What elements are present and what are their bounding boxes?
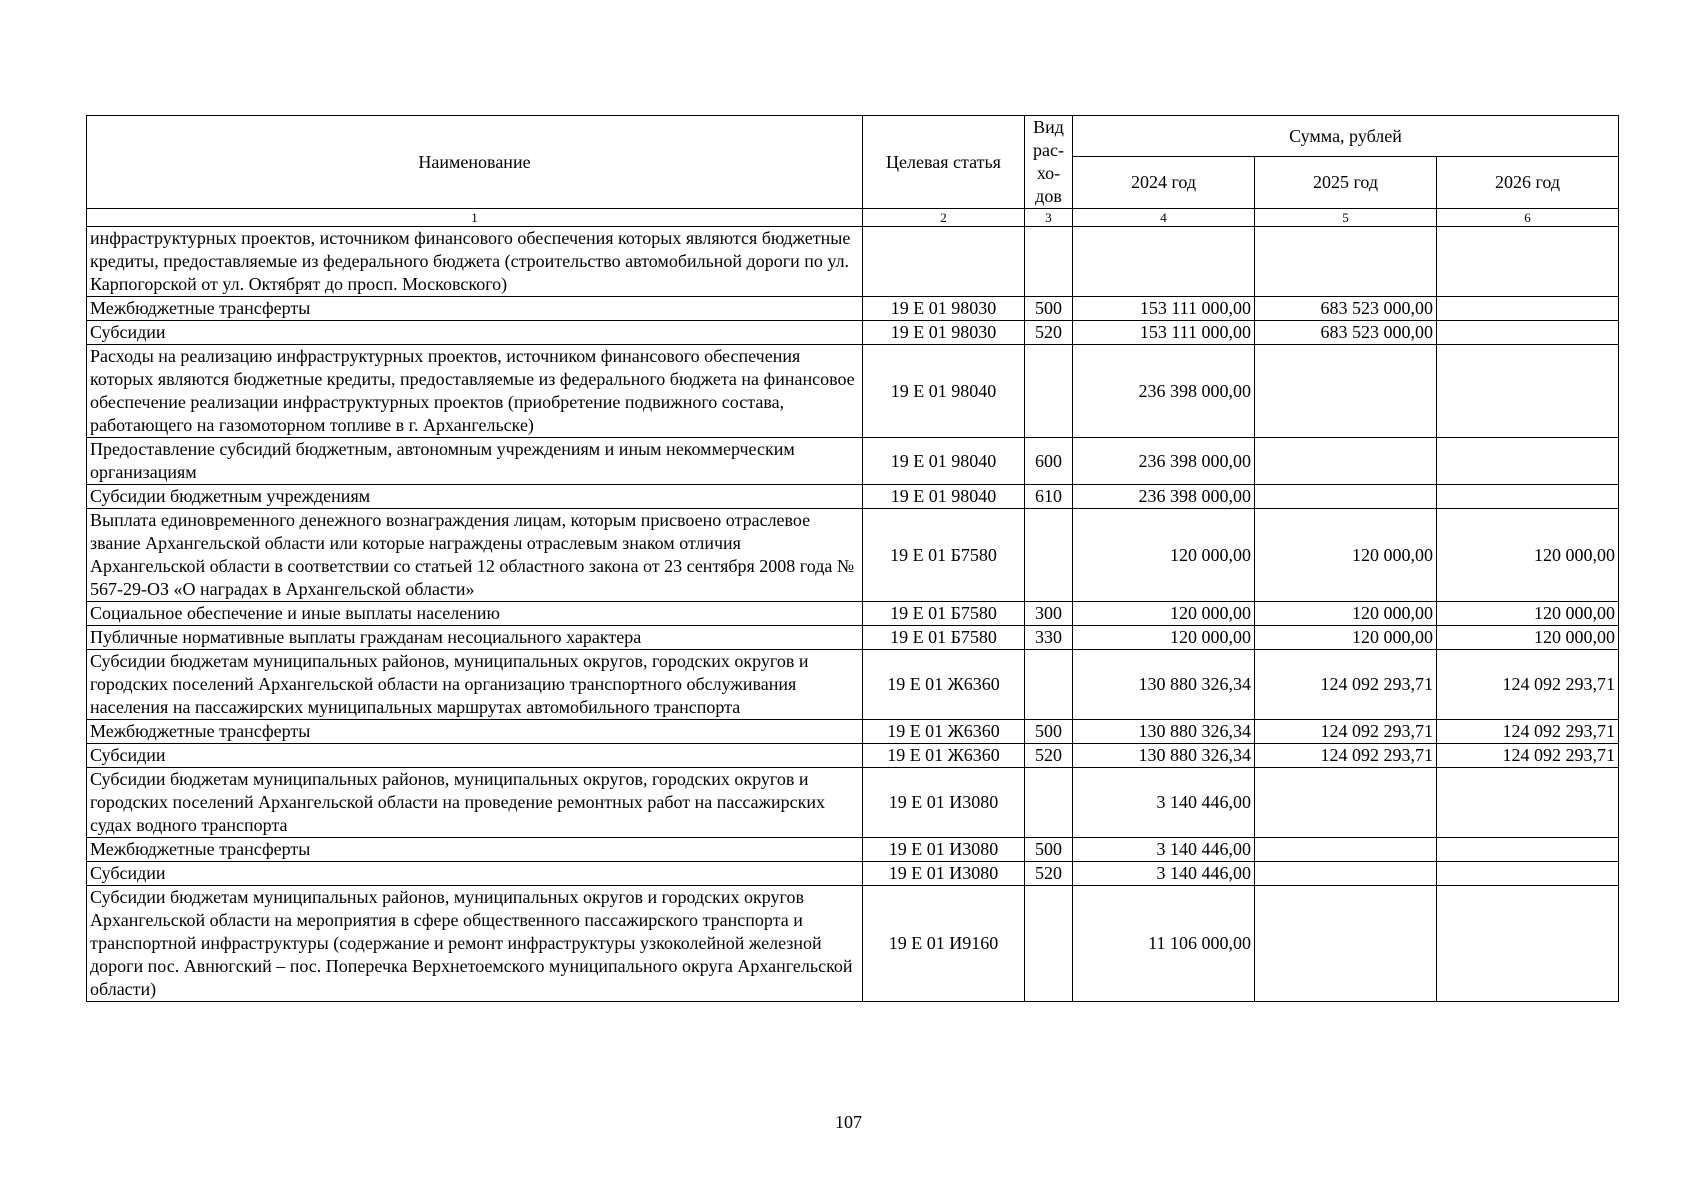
row-sum-2024: 236 398 000,00 <box>1073 345 1255 438</box>
row-name: Субсидии бюджетам муниципальных районов, муниципальных округов и городских округов Архангельской области на мероприятия в сфере общественного пассажирского транспорта и транспортной инфраструктуры (содержание и ремонт инфраструктуры узкоколейной железной дороги пос. Авнюгский – пос. Поперечка Верхнетоемского муниципального округа Архангельской области) <box>87 886 863 1002</box>
row-sum-2024: 236 398 000,00 <box>1073 438 1255 485</box>
row-target-article: 19 Е 01 98040 <box>863 345 1025 438</box>
row-name: Субсидии <box>87 862 863 886</box>
table-body <box>87 227 1619 1002</box>
row-sum-2024: 3 140 446,00 <box>1073 862 1255 886</box>
row-sum-2026: 124 092 293,71 <box>1437 744 1619 768</box>
row-target-article: 19 Е 01 И3080 <box>863 862 1025 886</box>
header-name: Наименование <box>87 116 863 209</box>
row-name: Межбюджетные трансферты <box>87 297 863 321</box>
table-row <box>87 650 1619 720</box>
row-target-article: 19 Е 01 98040 <box>863 485 1025 509</box>
row-expense-type: 500 <box>1025 838 1073 862</box>
row-expense-type: 500 <box>1025 297 1073 321</box>
row-name: Субсидии бюджетам муниципальных районов, муниципальных округов, городских округов и городских поселений Архангельской области на организацию транспортного обслуживания населения на пассажирских муниципальных маршрутах автомобильного транспорта <box>87 650 863 720</box>
row-target-article: 19 Е 01 Б7580 <box>863 602 1025 626</box>
row-sum-2025: 683 523 000,00 <box>1255 321 1437 345</box>
row-expense-type: 500 <box>1025 720 1073 744</box>
row-sum-2024: 120 000,00 <box>1073 602 1255 626</box>
row-sum-2025: 120 000,00 <box>1255 509 1437 602</box>
row-sum-2024: 130 880 326,34 <box>1073 650 1255 720</box>
row-name: Межбюджетные трансферты <box>87 838 863 862</box>
row-expense-type <box>1025 345 1073 438</box>
header-expense-type: Вид рас-хо-дов <box>1025 116 1073 209</box>
table-row <box>87 509 1619 602</box>
row-sum-2025: 124 092 293,71 <box>1255 744 1437 768</box>
row-sum-2024: 130 880 326,34 <box>1073 744 1255 768</box>
row-target-article: 19 Е 01 98040 <box>863 438 1025 485</box>
table-row <box>87 626 1619 650</box>
row-sum-2025 <box>1255 485 1437 509</box>
row-sum-2026: 120 000,00 <box>1437 509 1619 602</box>
row-sum-2024 <box>1073 227 1255 297</box>
row-name: Публичные нормативные выплаты гражданам несоциального характера <box>87 626 863 650</box>
row-sum-2025: 124 092 293,71 <box>1255 720 1437 744</box>
header-year-2026: 2026 год <box>1437 157 1619 209</box>
table-row <box>87 744 1619 768</box>
row-name: Субсидии <box>87 744 863 768</box>
column-number-row <box>87 209 1619 227</box>
row-sum-2026 <box>1437 438 1619 485</box>
row-name: Расходы на реализацию инфраструктурных проектов, источником финансового обеспечения которых являются бюджетные кредиты, предоставляемые из федерального бюджета на финансовое обеспечение реализации инфраструктурных проектов (приобретение подвижного состава, работающего на газомоторном топливе в г. Архангельске) <box>87 345 863 438</box>
column-number: 3 <box>1025 209 1073 227</box>
row-expense-type: 520 <box>1025 862 1073 886</box>
table-row <box>87 485 1619 509</box>
row-name: Выплата единовременного денежного вознаграждения лицам, которым присвоено отраслевое звание Архангельской области или которые награждены отраслевым знаком отличия Архангельской области в соответствии со статьей 12 областного закона от 23 сентября 2008 года № 567-29-ОЗ «О наградах в Архангельской области» <box>87 509 863 602</box>
table-row <box>87 768 1619 838</box>
row-sum-2025 <box>1255 345 1437 438</box>
header-year-2024: 2024 год <box>1073 157 1255 209</box>
row-name: Субсидии <box>87 321 863 345</box>
table-row <box>87 345 1619 438</box>
row-sum-2024: 3 140 446,00 <box>1073 768 1255 838</box>
header-target-article: Целевая статья <box>863 116 1025 209</box>
row-sum-2026 <box>1437 227 1619 297</box>
row-name: инфраструктурных проектов, источником финансового обеспечения которых являются бюджетные кредиты, предоставляемые из федерального бюджета (строительство автомобильной дороги по ул. Карпогорской от ул. Октябрят до просп. Московского) <box>87 227 863 297</box>
row-expense-type <box>1025 650 1073 720</box>
row-sum-2025: 683 523 000,00 <box>1255 297 1437 321</box>
row-sum-2026 <box>1437 297 1619 321</box>
row-name: Субсидии бюджетным учреждениям <box>87 485 863 509</box>
table-row <box>87 720 1619 744</box>
row-sum-2024: 153 111 000,00 <box>1073 321 1255 345</box>
row-target-article: 19 Е 01 И3080 <box>863 838 1025 862</box>
row-expense-type: 610 <box>1025 485 1073 509</box>
row-sum-2025 <box>1255 838 1437 862</box>
table-row <box>87 602 1619 626</box>
row-expense-type: 300 <box>1025 602 1073 626</box>
table-header <box>87 116 1619 227</box>
row-sum-2024: 130 880 326,34 <box>1073 720 1255 744</box>
table-row <box>87 297 1619 321</box>
column-number: 5 <box>1255 209 1437 227</box>
row-sum-2026 <box>1437 321 1619 345</box>
row-sum-2026 <box>1437 886 1619 1002</box>
row-sum-2026 <box>1437 485 1619 509</box>
row-sum-2026 <box>1437 768 1619 838</box>
row-sum-2026: 124 092 293,71 <box>1437 720 1619 744</box>
row-sum-2024: 3 140 446,00 <box>1073 838 1255 862</box>
table-row <box>87 838 1619 862</box>
row-sum-2026: 120 000,00 <box>1437 602 1619 626</box>
row-sum-2025: 120 000,00 <box>1255 626 1437 650</box>
table-row <box>87 321 1619 345</box>
row-expense-type <box>1025 886 1073 1002</box>
row-sum-2025 <box>1255 438 1437 485</box>
row-expense-type: 520 <box>1025 744 1073 768</box>
row-target-article: 19 Е 01 Ж6360 <box>863 744 1025 768</box>
row-target-article: 19 Е 01 98030 <box>863 297 1025 321</box>
row-sum-2024: 153 111 000,00 <box>1073 297 1255 321</box>
row-target-article: 19 Е 01 98030 <box>863 321 1025 345</box>
row-expense-type <box>1025 227 1073 297</box>
row-sum-2025: 124 092 293,71 <box>1255 650 1437 720</box>
row-expense-type <box>1025 768 1073 838</box>
row-sum-2025: 120 000,00 <box>1255 602 1437 626</box>
column-number: 4 <box>1073 209 1255 227</box>
row-sum-2026: 120 000,00 <box>1437 626 1619 650</box>
row-sum-2025 <box>1255 768 1437 838</box>
row-target-article: 19 Е 01 Б7580 <box>863 509 1025 602</box>
row-target-article: 19 Е 01 Ж6360 <box>863 650 1025 720</box>
header-sum: Сумма, рублей <box>1073 116 1619 157</box>
row-name: Предоставление субсидий бюджетным, автономным учреждениям и иным некоммерческим организациям <box>87 438 863 485</box>
header-year-2025: 2025 год <box>1255 157 1437 209</box>
row-sum-2026 <box>1437 862 1619 886</box>
budget-table <box>86 115 1619 1002</box>
row-name: Межбюджетные трансферты <box>87 720 863 744</box>
row-sum-2024: 120 000,00 <box>1073 509 1255 602</box>
row-expense-type: 330 <box>1025 626 1073 650</box>
column-number: 1 <box>87 209 863 227</box>
row-expense-type <box>1025 509 1073 602</box>
table-row <box>87 438 1619 485</box>
row-sum-2024: 120 000,00 <box>1073 626 1255 650</box>
row-name: Субсидии бюджетам муниципальных районов, муниципальных округов, городских округов и городских поселений Архангельской области на проведение ремонтных работ на пассажирских судах водного транспорта <box>87 768 863 838</box>
row-sum-2026 <box>1437 345 1619 438</box>
row-sum-2025 <box>1255 886 1437 1002</box>
row-expense-type: 520 <box>1025 321 1073 345</box>
row-target-article: 19 Е 01 И9160 <box>863 886 1025 1002</box>
row-target-article: 19 Е 01 Ж6360 <box>863 720 1025 744</box>
row-target-article <box>863 227 1025 297</box>
row-target-article: 19 Е 01 И3080 <box>863 768 1025 838</box>
page-number: 107 <box>835 1112 862 1132</box>
row-name: Социальное обеспечение и иные выплаты населению <box>87 602 863 626</box>
row-sum-2024: 236 398 000,00 <box>1073 485 1255 509</box>
column-number: 2 <box>863 209 1025 227</box>
table-row <box>87 886 1619 1002</box>
row-sum-2026 <box>1437 838 1619 862</box>
row-sum-2024: 11 106 000,00 <box>1073 886 1255 1002</box>
row-target-article: 19 Е 01 Б7580 <box>863 626 1025 650</box>
row-sum-2026: 124 092 293,71 <box>1437 650 1619 720</box>
row-sum-2025 <box>1255 862 1437 886</box>
table-row <box>87 227 1619 297</box>
column-number: 6 <box>1437 209 1619 227</box>
row-expense-type: 600 <box>1025 438 1073 485</box>
table-row <box>87 862 1619 886</box>
row-sum-2025 <box>1255 227 1437 297</box>
